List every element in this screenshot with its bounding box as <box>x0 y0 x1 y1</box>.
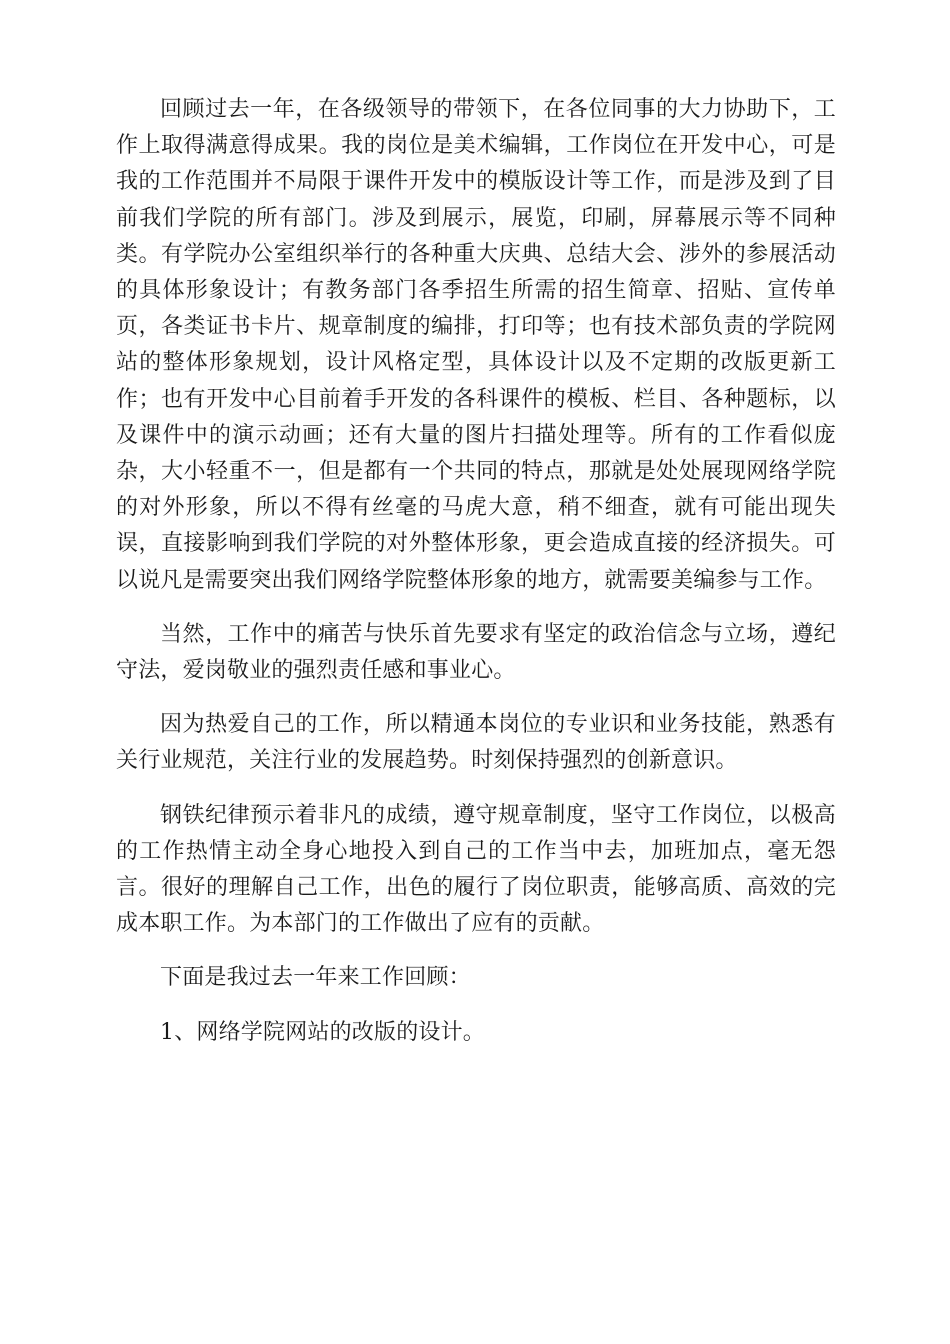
paragraph-political-belief: 当然，工作中的痛苦与快乐首先要求有坚定的政治信念与立场，遵纪守法，爱岗敬业的强烈责任感和事业心。 <box>116 621 836 684</box>
paragraph-review-heading: 下面是我过去一年来工作回顾： <box>160 965 471 991</box>
paragraph-intro: 回顾过去一年，在各级领导的带领下，在各位同事的大力协助下，工作上取得满意得成果。我的岗位是美术编辑，工作岗位在开发中心，可是我的工作范围并不局限于课件开发中的模版设计等工作，而是涉及到了目前我们学院的所有部门。涉及到展示，展览，印刷，屏幕展示等不同种类。有学院办公室组织举行的各种重大庆典、总结大会、涉外的参展活动的具体形象设计；有教务部门各季招生所需的招生简章、招贴、宣传单页，各类证书卡片、规章制度的编排，打印等；也有技术部负责的学院网站的整体形象规划，设计风格定型，具体设计以及不定期的改版更新工作；也有开发中心目前着手开发的各科课件的模板、栏目、各种题标，以及课件中的演示动画；还有大量的图片扫描处理等。所有的工作看似庞杂，大小轻重不一，但是都有一个共同的特点，那就是处处展现网络学院的对外形象，所以不得有丝毫的马虎大意，稍不细查，就有可能出现失误，直接影响到我们学院的对外整体形象，更会造成直接的经济损失。可以说凡是需要突出我们网络学院整体形象的地方，就需要美编参与工作。 <box>116 97 836 593</box>
paragraph-professional-skills: 因为热爱自己的工作，所以精通本岗位的专业识和业务技能，熟悉有关行业规范，关注行业的发展趋势。时刻保持强烈的创新意识。 <box>116 712 836 774</box>
document-body <box>116 92 836 1051</box>
paragraph-list-item-1: 1、网络学院网站的改版的设计。 <box>160 1019 485 1045</box>
paragraph-discipline: 钢铁纪律预示着非凡的成绩，遵守规章制度，坚守工作岗位，以极高的工作热情主动全身心地投入到自己的工作当中去，加班加点，毫无怨言。很好的理解自己工作，出色的履行了岗位职责，能够高质、高效的完成本职工作。为本部门的工作做出了应有的贡献。 <box>116 802 836 937</box>
